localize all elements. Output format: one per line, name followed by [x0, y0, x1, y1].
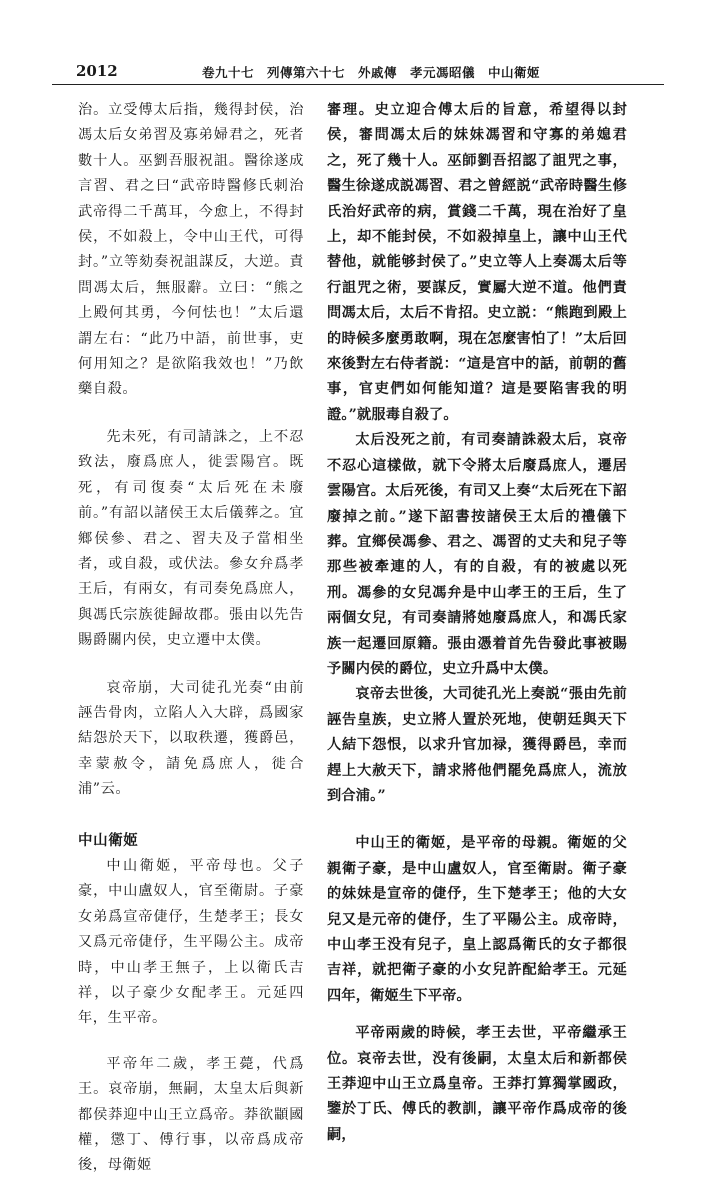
translation-paragraph-4: 中山王的衛姬，是平帝的母親。衛姬的父親衛子豪，是中山盧奴人，官至衛尉。衛子豪的妹妹是宣帝的倢伃，生下楚孝王；他的大女兒又是元帝的倢伃，生了平陽公主。成帝時，中山孝王没有兒子，皇上認爲衛氏的女子都很吉祥，就把衛子豪的小女兒許配給孝王。元延四年，衛姬生下平帝。: [327, 835, 627, 1004]
classical-text-column: [78, 98, 304, 1179]
running-title: 卷九十七 列傳第六十七 外戚傳 孝元馮昭儀 中山衛姬: [202, 65, 541, 80]
classical-paragraph-3: 哀帝崩，大司徒孔光奏“由前誣告骨肉，立陷人入大辟，爲國家結怨於天下，以取秩遷，獲爵邑，幸蒙赦令，請免爲庶人，徙合浦”云。: [78, 679, 304, 798]
classical-paragraph-5: 平帝年二歲，孝王薨，代爲王。哀帝崩，無嗣，太皇太后與新都侯莽迎中山王立爲帝。莽欲顓國權，懲丁、傅行事，以帝爲成帝後，母衛姬: [78, 1055, 304, 1174]
classical-paragraph-4: 中山衛姬，平帝母也。父子豪，中山盧奴人，官至衛尉。子豪女弟爲宣帝倢伃，生楚孝王；長女又爲元帝倢伃，生平陽公主。成帝時，中山孝王無子，上以衛氏吉祥，以子豪少女配孝王。元延四年，生平帝。: [78, 857, 304, 1027]
classical-paragraph-2: 先未死，有司請誅之，上不忍致法，廢爲庶人，徙雲陽宫。既死，有司復奏“太后死在未廢前。”有詔以諸侯王太后儀葬之。宜鄉侯參、君之、習夫及子當相坐者，或自殺，或伏法。參女弁爲孝王后，有兩女，有司奏免爲庶人，與馮氏宗族徙歸故郡。張由以先告賜爵關内侯，史立遷中太僕。: [78, 428, 304, 649]
translation-paragraph-2: 太后没死之前，有司奏請誅殺太后，哀帝不忍心這樣做，就下令將太后廢爲庶人，遷居雲陽宫。太后死後，有司又上奏“太后死在下詔廢掉之前。”遂下詔書按諸侯王太后的禮儀下葬。宜鄉侯馮參、君之、馮習的丈夫和兒子等那些被牽連的人，有的自殺，有的被處以死刑。馮參的女兒馮弁是中山孝王的王后，生了兩個女兒，有司奏請將她廢爲庶人，和馮氏家族一起遷回原籍。張由憑着首先告發此事被賜予關内侯的爵位，史立升爲中太僕。: [327, 432, 627, 677]
translation-paragraph-3: 哀帝去世後，大司徒孔光上奏説“張由先前誣告皇族，史立將人置於死地，使朝廷與天下人結下怨恨，以求升官加禄，獲得爵邑，幸而趕上大赦天下，請求將他們罷免爲庶人，流放到合浦。”: [327, 686, 627, 804]
translation-paragraph-1: 審理。史立迎合傅太后的旨意，希望得以封侯，審問馮太后的妹妹馮習和守寡的弟媳君之，死了幾十人。巫師劉吾招認了詛咒之事，醫生徐遂成説馮習、君之曾經説“武帝時醫生修氏治好武帝的病，賞錢二千萬，現在治好了皇上，却不能封侯，不如殺掉皇上，讓中山王代替他，就能够封侯了。”史立等人上奏馮太后等行詛咒之術，要謀反，實屬大逆不道。他們責問馮太后，太后不肯招。史立説：“熊跑到殿上的時候多麼勇敢啊，現在怎麼害怕了！”太后回來後對左右侍者説：“這是宫中的話，前朝的舊事，官吏們如何能知道？這是要陷害我的明證。”就服毒自殺了。: [327, 102, 627, 423]
page-number: 2012: [76, 62, 118, 80]
classical-paragraph-1: 治。立受傅太后指，幾得封侯，治馮太后女弟習及寡弟婦君之，死者數十人。巫劉吾服祝詛。醫徐遂成言習、君之曰“武帝時醫修氏刺治武帝得二千萬耳，今愈上，不得封侯，不如殺上，令中山王代，可得封。”立等劾奏祝詛謀反，大逆。責問馮太后，無服辭。立曰：“熊之上殿何其勇，今何怯也！”太后還謂左右：“此乃中語，前世事，吏何用知之？是欲陷我效也！”乃飲藥自殺。: [78, 102, 304, 398]
section-heading: 中山衛姬: [78, 832, 139, 849]
vernacular-translation-column: [327, 98, 627, 1148]
running-header: [52, 62, 664, 85]
translation-paragraph-5: 平帝兩歲的時候，孝王去世，平帝繼承王位。哀帝去世，没有後嗣，太皇太后和新都侯王莽迎中山王立爲皇帝。王莽打算獨掌國政，鑒於丁氏、傅氏的教訓，讓平帝作爲成帝的後嗣，: [327, 1025, 627, 1143]
